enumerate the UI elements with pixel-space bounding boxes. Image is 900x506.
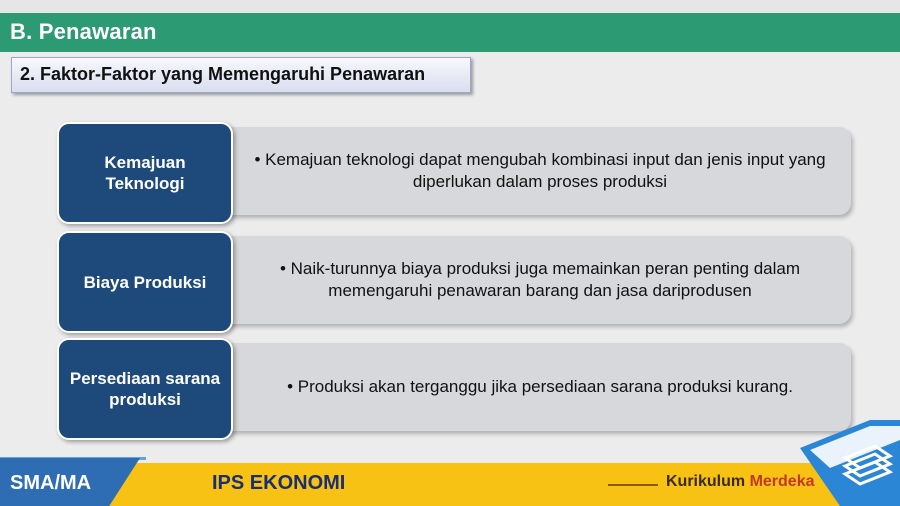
books-stack-icon [800, 420, 900, 506]
factor-description-box [207, 127, 851, 215]
factor-label: Kemajuan Teknologi [104, 153, 186, 193]
subtitle-text: 2. Faktor-Faktor yang Memengaruhi Penawaran [20, 64, 426, 84]
factor-description: • Produksi akan terganggu jika persediaan sarana produksi kurang. [287, 377, 793, 396]
subtitle-box [11, 57, 471, 93]
factor-label-box [57, 122, 233, 224]
factor-label: Persediaan sarana produksi [69, 369, 221, 409]
factor-description-box [207, 236, 851, 324]
footer-level: SMA/MA [10, 472, 92, 494]
footer-subject: IPS EKONOMI [212, 472, 346, 494]
factor-row [57, 122, 853, 224]
footer-divider [608, 484, 658, 486]
factor-description-box [207, 343, 851, 431]
factor-description: • Naik-turunnya biaya produksi juga memainkan peran penting dalam memengaruhi penawaran barang dan jasa dariprodusen [279, 259, 801, 300]
section-title: B. Penawaran [10, 19, 157, 44]
factor-label: Biaya Produksi [83, 272, 207, 292]
factor-label-box [57, 231, 233, 333]
header-bar [0, 13, 900, 52]
top-strip [0, 0, 900, 13]
factor-row [57, 338, 853, 440]
footer-brand [666, 473, 815, 491]
factor-description: • Kemajuan teknologi dapat mengubah kombinasi input dan jenis input yang diperlukan dalam proses produksi [254, 150, 826, 191]
footer-brand-first: Kurikulum [666, 473, 746, 490]
factor-row [57, 231, 853, 333]
footer-brand-second: Merdeka [749, 473, 815, 490]
factor-label-box [57, 338, 233, 440]
